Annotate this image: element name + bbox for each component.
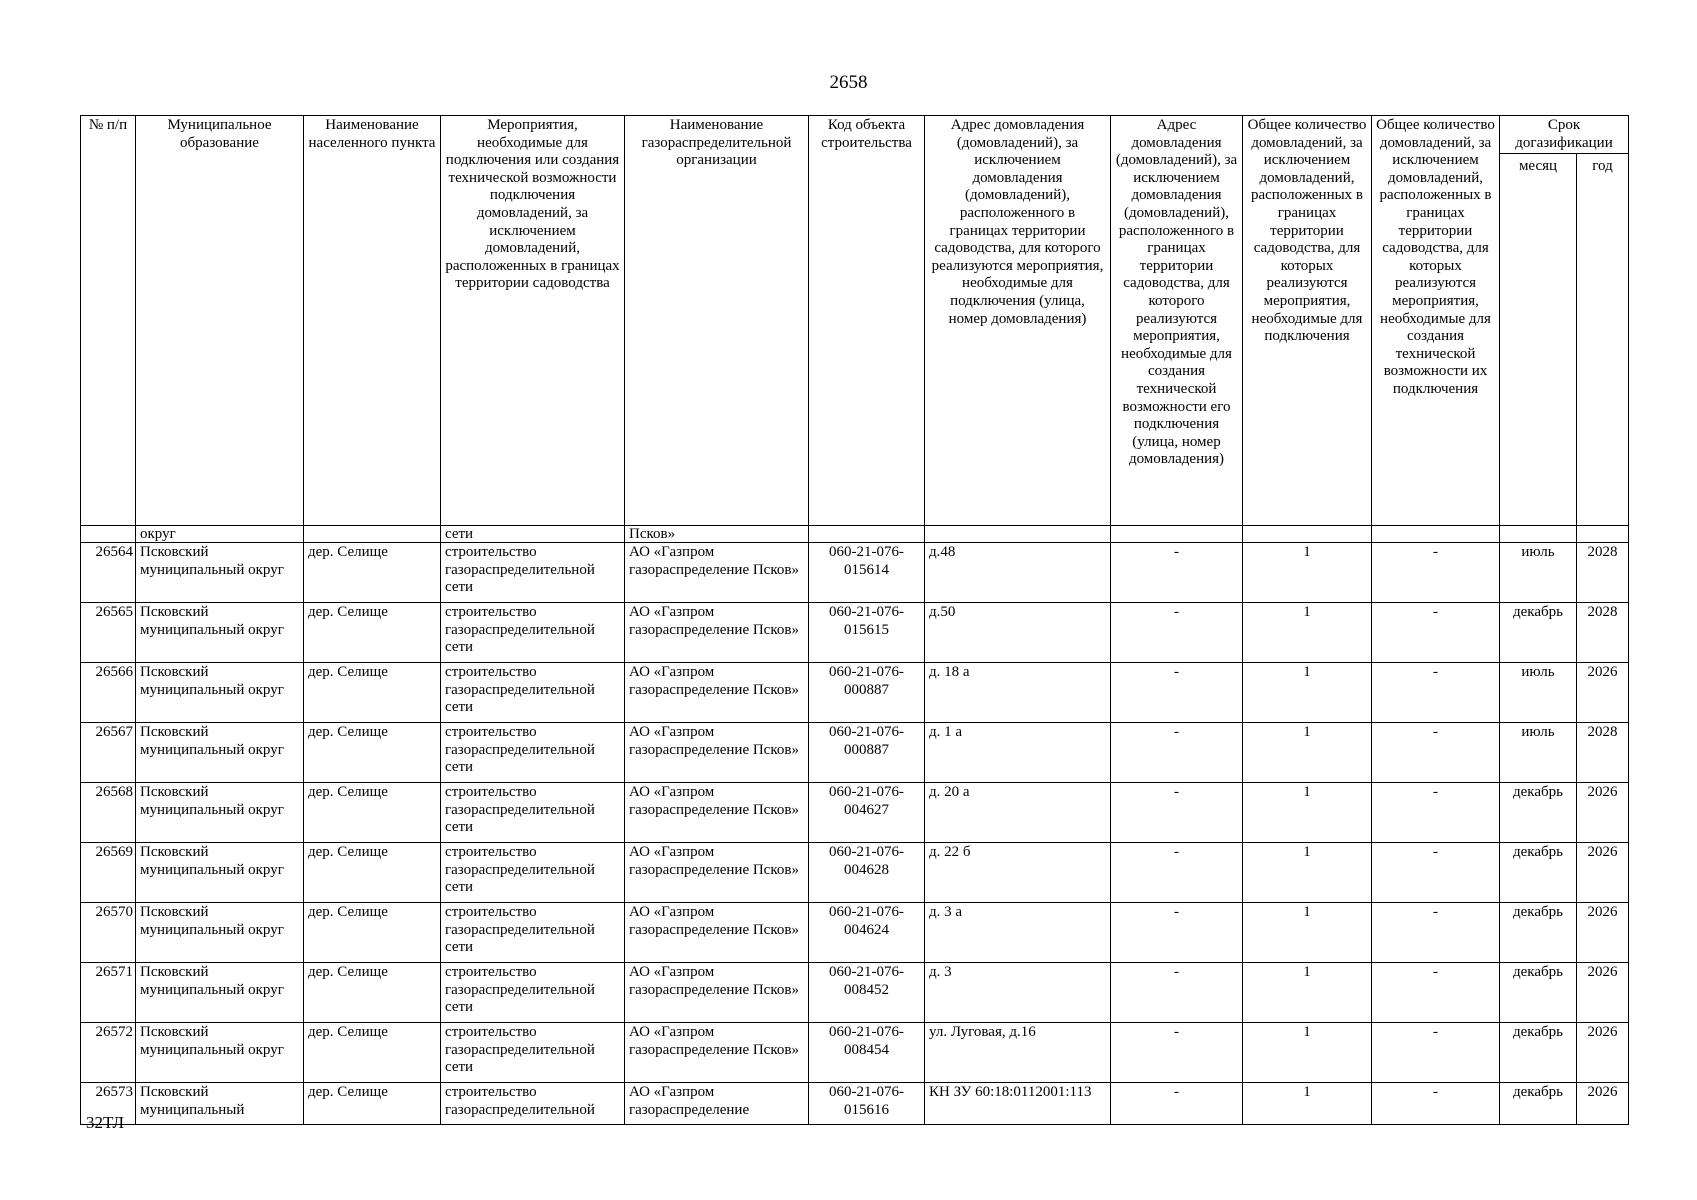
row-code: 060-21-076-004624 <box>809 903 925 963</box>
row-year: 2026 <box>1577 783 1629 843</box>
row-count2: - <box>1372 663 1500 723</box>
row-gas-org: АО «Газпром газораспределение Псков» <box>625 903 809 963</box>
footer-code: 32ТЛ <box>86 1113 125 1132</box>
row-address: КН ЗУ 60:18:0112001:113 <box>925 1083 1111 1125</box>
row-year: 2026 <box>1577 1083 1629 1125</box>
cont-address2 <box>1111 526 1243 543</box>
cont-month <box>1500 526 1577 543</box>
row-count: 1 <box>1243 663 1372 723</box>
row-address2: - <box>1111 663 1243 723</box>
row-municipality: Псковский муниципальный округ <box>136 723 304 783</box>
row-code: 060-21-076-015614 <box>809 543 925 603</box>
row-count: 1 <box>1243 783 1372 843</box>
row-code: 060-21-076-000887 <box>809 663 925 723</box>
header-measures: Мероприятия, необходимые для подключения или создания технической возможности подключения домовладений, за исключением домовладений, расположенных в границах территории садоводства <box>441 116 625 526</box>
row-month: декабрь <box>1500 783 1577 843</box>
row-municipality: Псковский муниципальный округ <box>136 843 304 903</box>
cont-municipality: округ <box>136 526 304 543</box>
row-count: 1 <box>1243 603 1372 663</box>
cont-gas-org: Псков» <box>625 526 809 543</box>
row-address2: - <box>1111 903 1243 963</box>
row-address2: - <box>1111 723 1243 783</box>
row-measures: строительство газораспределительной <box>441 1083 625 1125</box>
header-object-code: Код объекта строительства <box>809 116 925 526</box>
row-address: д. 1 а <box>925 723 1111 783</box>
row-settlement: дер. Селище <box>304 603 441 663</box>
cont-count2 <box>1372 526 1500 543</box>
row-address2: - <box>1111 1023 1243 1083</box>
row-measures: строительство газораспределительной сети <box>441 903 625 963</box>
row-year: 2028 <box>1577 603 1629 663</box>
header-count-connect: Общее количество домовладений, за исключением домовладений, расположенных в границах территории садоводства, для которых реализуются мероприятия, необходимые для подключения <box>1243 116 1372 526</box>
header-deadline: Срок догазификации <box>1500 116 1629 154</box>
row-num: 26564 <box>81 543 136 603</box>
cont-measures: сети <box>441 526 625 543</box>
row-gas-org: АО «Газпром газораспределение Псков» <box>625 783 809 843</box>
table-row <box>81 543 1629 603</box>
row-settlement: дер. Селище <box>304 723 441 783</box>
row-municipality: Псковский муниципальный <box>136 1083 304 1125</box>
row-municipality: Псковский муниципальный округ <box>136 963 304 1023</box>
row-measures: строительство газораспределительной сети <box>441 963 625 1023</box>
row-num: 26571 <box>81 963 136 1023</box>
row-year: 2026 <box>1577 903 1629 963</box>
row-measures: строительство газораспределительной сети <box>441 663 625 723</box>
header-count-create: Общее количество домовладений, за исключением домовладений, расположенных в границах территории садоводства, для которых реализуются мероприятия, необходимые для создания технической возможности их подключения <box>1372 116 1500 526</box>
row-num: 26572 <box>81 1023 136 1083</box>
row-count2: - <box>1372 843 1500 903</box>
header-month: месяц <box>1500 154 1577 526</box>
row-month: декабрь <box>1500 963 1577 1023</box>
header-num: № п/п <box>81 116 136 526</box>
cont-count <box>1243 526 1372 543</box>
row-municipality: Псковский муниципальный округ <box>136 903 304 963</box>
row-count: 1 <box>1243 543 1372 603</box>
row-num: 26568 <box>81 783 136 843</box>
row-year: 2026 <box>1577 843 1629 903</box>
row-municipality: Псковский муниципальный округ <box>136 603 304 663</box>
row-municipality: Псковский муниципальный округ <box>136 543 304 603</box>
row-settlement: дер. Селище <box>304 903 441 963</box>
row-count2: - <box>1372 1023 1500 1083</box>
row-measures: строительство газораспределительной сети <box>441 783 625 843</box>
row-month: декабрь <box>1500 603 1577 663</box>
row-year: 2026 <box>1577 963 1629 1023</box>
row-month: декабрь <box>1500 1023 1577 1083</box>
row-num: 26567 <box>81 723 136 783</box>
row-count: 1 <box>1243 963 1372 1023</box>
row-address: д.50 <box>925 603 1111 663</box>
row-code: 060-21-076-008452 <box>809 963 925 1023</box>
row-month: июль <box>1500 543 1577 603</box>
row-settlement: дер. Селище <box>304 1023 441 1083</box>
row-address2: - <box>1111 603 1243 663</box>
row-address: д.48 <box>925 543 1111 603</box>
gasification-table <box>80 115 1629 1125</box>
row-count2: - <box>1372 903 1500 963</box>
row-count: 1 <box>1243 1023 1372 1083</box>
row-address2: - <box>1111 1083 1243 1125</box>
table-row <box>81 783 1629 843</box>
row-settlement: дер. Селище <box>304 963 441 1023</box>
row-measures: строительство газораспределительной сети <box>441 723 625 783</box>
row-num: 26569 <box>81 843 136 903</box>
cont-address <box>925 526 1111 543</box>
row-address: д. 20 а <box>925 783 1111 843</box>
row-year: 2026 <box>1577 1023 1629 1083</box>
cont-settlement <box>304 526 441 543</box>
row-code: 060-21-076-004627 <box>809 783 925 843</box>
table-body <box>81 526 1629 1125</box>
row-measures: строительство газораспределительной сети <box>441 1023 625 1083</box>
row-address: д. 3 а <box>925 903 1111 963</box>
row-measures: строительство газораспределительной сети <box>441 603 625 663</box>
table-row <box>81 723 1629 783</box>
row-code: 060-21-076-000887 <box>809 723 925 783</box>
row-count2: - <box>1372 603 1500 663</box>
row-num: 26565 <box>81 603 136 663</box>
row-gas-org: АО «Газпром газораспределение Псков» <box>625 843 809 903</box>
row-address: ул. Луговая, д.16 <box>925 1023 1111 1083</box>
row-code: 060-21-076-008454 <box>809 1023 925 1083</box>
row-settlement: дер. Селище <box>304 843 441 903</box>
row-address2: - <box>1111 543 1243 603</box>
row-gas-org: АО «Газпром газораспределение Псков» <box>625 603 809 663</box>
row-count2: - <box>1372 783 1500 843</box>
row-code: 060-21-076-004628 <box>809 843 925 903</box>
row-month: декабрь <box>1500 1083 1577 1125</box>
header-gas-org: Наименование газораспределительной организации <box>625 116 809 526</box>
header-municipality: Муниципальное образование <box>136 116 304 526</box>
row-year: 2028 <box>1577 723 1629 783</box>
cont-year <box>1577 526 1629 543</box>
row-gas-org: АО «Газпром газораспределение <box>625 1083 809 1125</box>
row-code: 060-21-076-015616 <box>809 1083 925 1125</box>
row-address2: - <box>1111 843 1243 903</box>
row-gas-org: АО «Газпром газораспределение Псков» <box>625 1023 809 1083</box>
row-gas-org: АО «Газпром газораспределение Псков» <box>625 543 809 603</box>
row-address2: - <box>1111 783 1243 843</box>
row-address: д. 18 а <box>925 663 1111 723</box>
row-year: 2026 <box>1577 663 1629 723</box>
row-count: 1 <box>1243 1083 1372 1125</box>
row-count2: - <box>1372 723 1500 783</box>
header-settlement: Наименование населенного пункта <box>304 116 441 526</box>
row-count2: - <box>1372 543 1500 603</box>
row-gas-org: АО «Газпром газораспределение Псков» <box>625 663 809 723</box>
row-municipality: Псковский муниципальный округ <box>136 663 304 723</box>
row-municipality: Псковский муниципальный округ <box>136 1023 304 1083</box>
row-gas-org: АО «Газпром газораспределение Псков» <box>625 723 809 783</box>
row-count: 1 <box>1243 903 1372 963</box>
row-count: 1 <box>1243 843 1372 903</box>
cont-code <box>809 526 925 543</box>
row-code: 060-21-076-015615 <box>809 603 925 663</box>
row-num: 26573 <box>81 1083 136 1125</box>
header-address-connect: Адрес домовладения (домовладений), за исключением домовладения (домовладений), расположенного в границах территории садоводства, для которого реализуются мероприятия, необходимые для подключения (улица, номер домовладения) <box>925 116 1111 526</box>
row-settlement: дер. Селище <box>304 783 441 843</box>
row-municipality: Псковский муниципальный округ <box>136 783 304 843</box>
table-row <box>81 903 1629 963</box>
row-measures: строительство газораспределительной сети <box>441 543 625 603</box>
row-address: д. 3 <box>925 963 1111 1023</box>
row-address: д. 22 б <box>925 843 1111 903</box>
row-count: 1 <box>1243 723 1372 783</box>
row-month: июль <box>1500 663 1577 723</box>
row-count2: - <box>1372 963 1500 1023</box>
page-number: 2658 <box>829 72 868 93</box>
row-month: июль <box>1500 723 1577 783</box>
table-row <box>81 1083 1629 1125</box>
table-row <box>81 603 1629 663</box>
continuation-row <box>81 526 1629 543</box>
header-year: год <box>1577 154 1629 526</box>
row-gas-org: АО «Газпром газораспределение Псков» <box>625 963 809 1023</box>
cont-num <box>81 526 136 543</box>
row-settlement: дер. Селище <box>304 1083 441 1125</box>
table-row <box>81 1023 1629 1083</box>
row-num: 26570 <box>81 903 136 963</box>
row-month: декабрь <box>1500 843 1577 903</box>
row-measures: строительство газораспределительной сети <box>441 843 625 903</box>
table-row <box>81 963 1629 1023</box>
row-address2: - <box>1111 963 1243 1023</box>
header-address-create: Адрес домовладения (домовладений), за исключением домовладения (домовладений), расположенного в границах территории садоводства, для которого реализуются мероприятия, необходимые для создания технической возможности его подключения (улица, номер домовладения) <box>1111 116 1243 526</box>
row-year: 2028 <box>1577 543 1629 603</box>
row-month: декабрь <box>1500 903 1577 963</box>
row-settlement: дер. Селище <box>304 543 441 603</box>
row-settlement: дер. Селище <box>304 663 441 723</box>
row-num: 26566 <box>81 663 136 723</box>
table-row <box>81 663 1629 723</box>
row-count2: - <box>1372 1083 1500 1125</box>
table-row <box>81 843 1629 903</box>
